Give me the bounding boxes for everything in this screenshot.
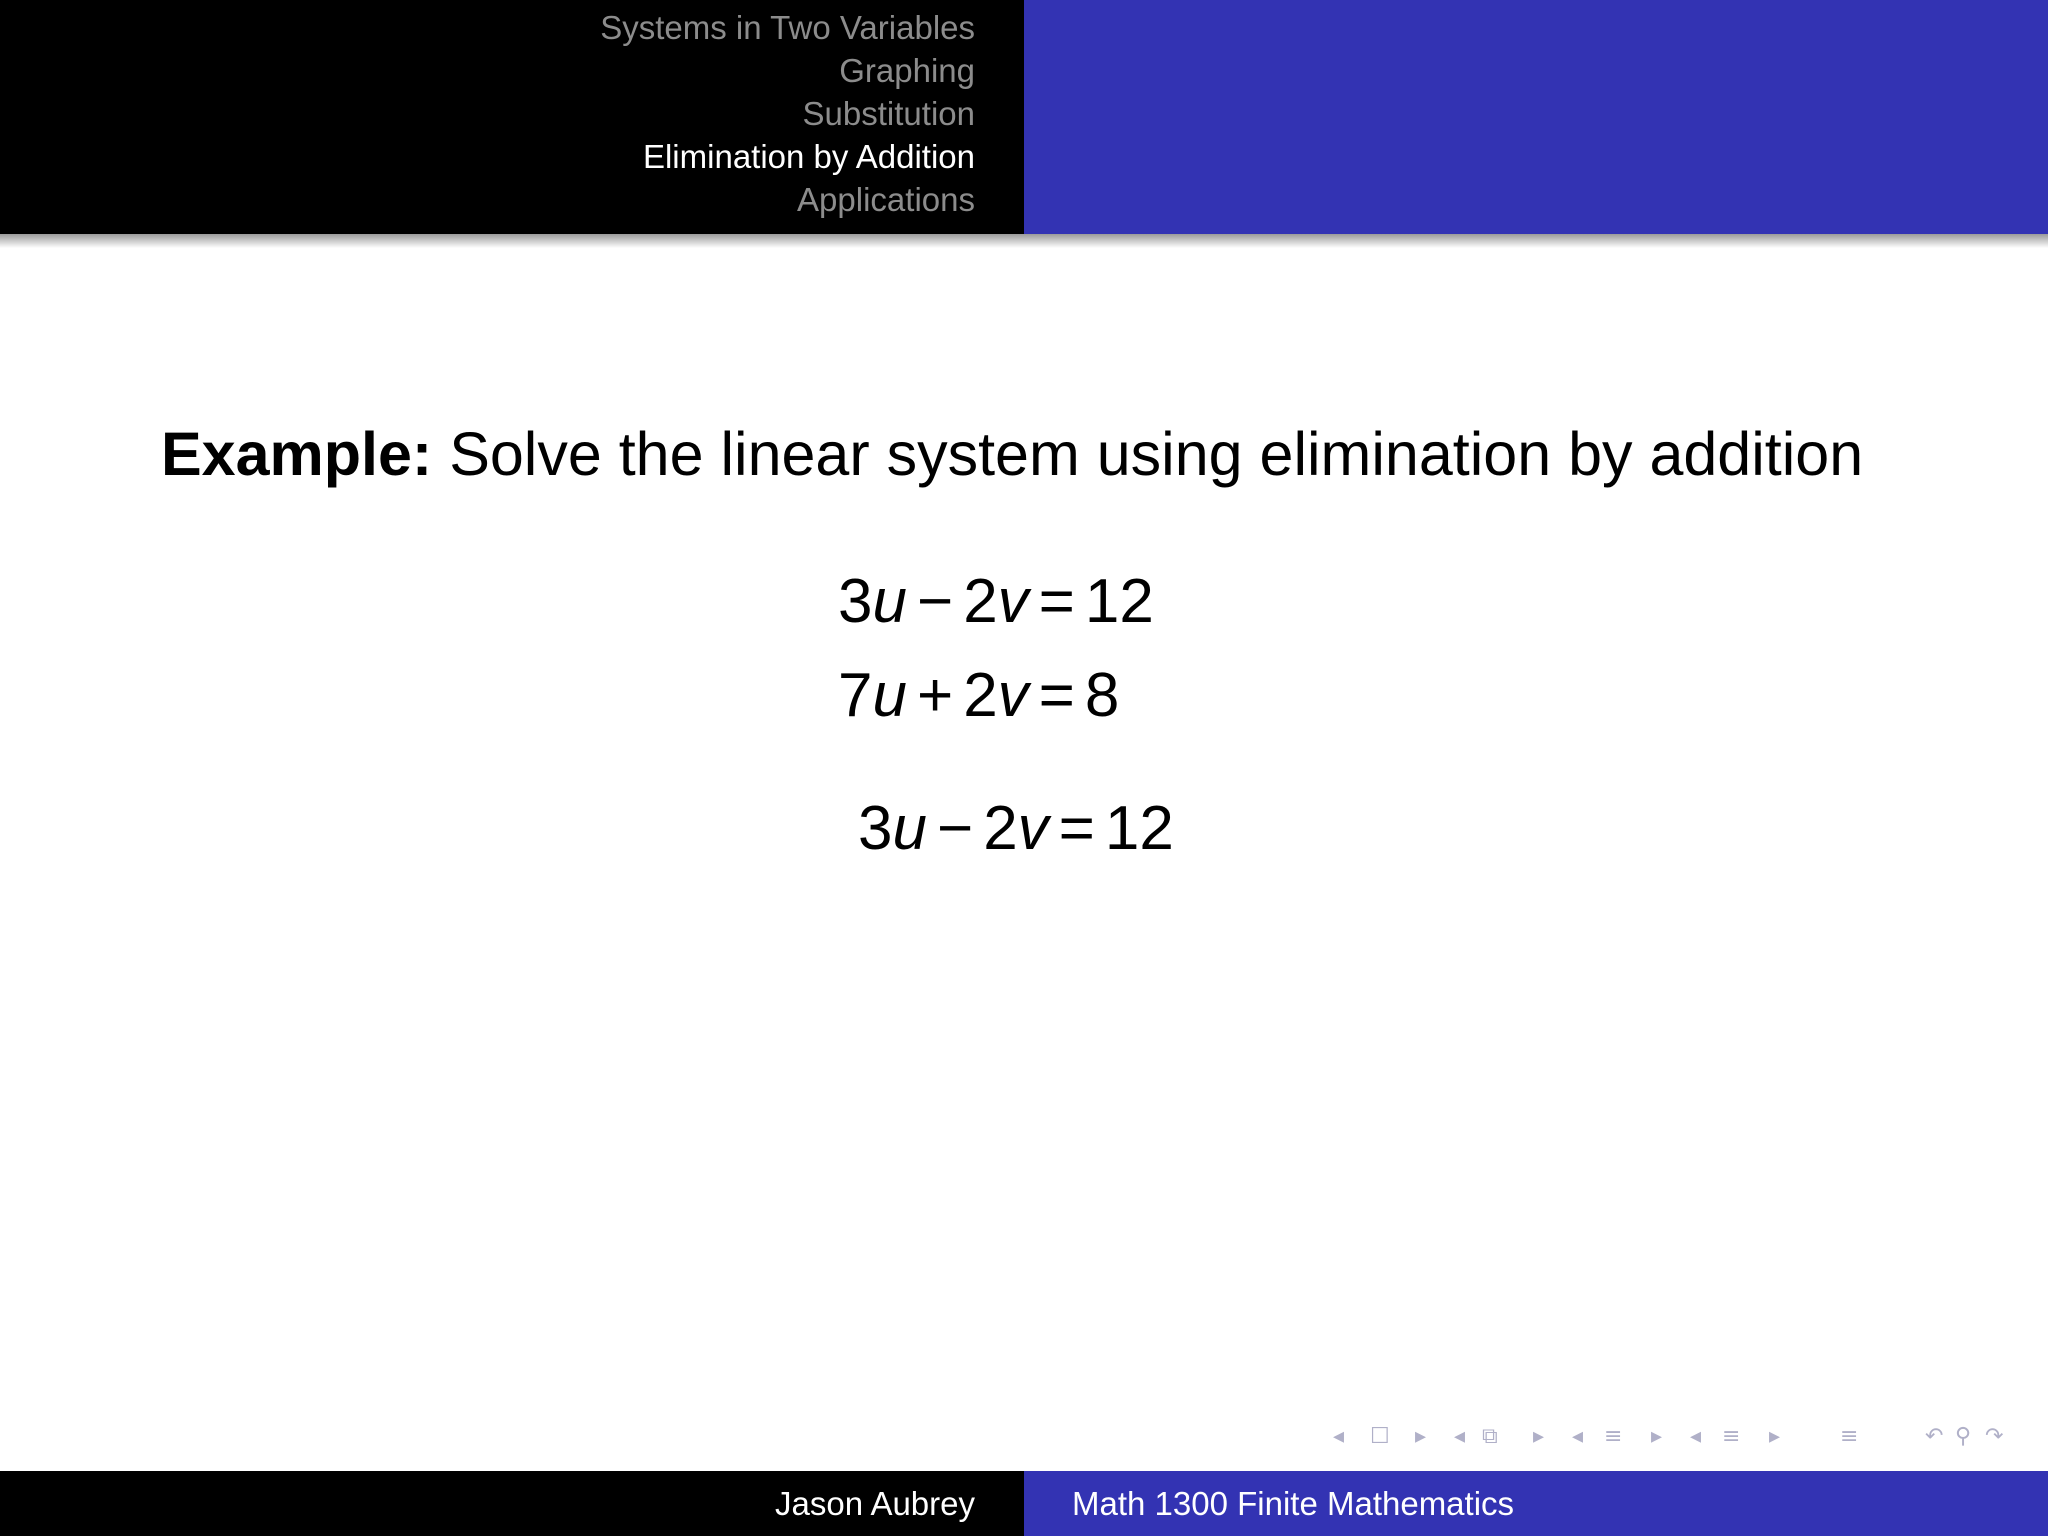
work-var-v: v (1017, 794, 1049, 863)
header-bar (0, 0, 2048, 234)
example-text: Solve the linear system using elimination by addition (449, 420, 1864, 488)
beamer-navigation-symbols (1330, 1424, 2030, 1458)
nav-item-substitution[interactable]: Substitution (802, 95, 975, 132)
eq2-var-u: u (872, 661, 907, 730)
eq2-coef-u: 7 (838, 661, 873, 730)
section-navigation (600, 6, 975, 221)
section-icon[interactable]: ≡ (1604, 1424, 1623, 1449)
document-prev-icon[interactable]: ◂ (1690, 1424, 1702, 1449)
work-equation (858, 782, 1174, 876)
eq2-rhs: 8 (1084, 661, 1120, 730)
subsection-prev-icon[interactable]: ◂ (1454, 1424, 1466, 1449)
example-statement (161, 418, 1863, 490)
toc-icon[interactable]: ≡ (1840, 1424, 1859, 1449)
footer-bar (0, 1471, 2048, 1536)
frame-prev-icon[interactable]: ◂ (1333, 1424, 1345, 1449)
eq1-coef-u: 3 (838, 567, 873, 636)
work-rhs: 12 (1104, 794, 1174, 863)
equation-1 (838, 555, 1154, 649)
undo-icon[interactable]: ↶ (1925, 1424, 1944, 1449)
nav-item-graphing[interactable]: Graphing (839, 52, 975, 89)
nav-item-elimination-by-addition[interactable]: Elimination by Addition (642, 138, 975, 175)
redo-icon[interactable]: ↷ (1985, 1424, 2004, 1449)
example-label: Example: (161, 420, 433, 488)
subsection-next-icon[interactable]: ▸ (1533, 1424, 1545, 1449)
footer-course-title: Math 1300 Finite Mathematics (1024, 1471, 2048, 1536)
section-next-icon[interactable]: ▸ (1651, 1424, 1663, 1449)
linear-system (838, 555, 1154, 743)
document-next-icon[interactable]: ▸ (1769, 1424, 1781, 1449)
work-equals: = (1058, 794, 1095, 863)
eq2-var-v: v (997, 661, 1029, 730)
work-coef-v: 2 (983, 794, 1018, 863)
document-icon[interactable]: ≡ (1722, 1424, 1741, 1449)
header-right-panel (1024, 0, 2048, 234)
header-shadow (0, 234, 2048, 248)
nav-item-applications[interactable]: Applications (797, 181, 975, 218)
eq1-operator: − (916, 567, 954, 636)
subsection-icon[interactable]: ⧉ (1482, 1424, 1498, 1449)
nav-item-systems-in-two-variables[interactable]: Systems in Two Variables (600, 9, 975, 46)
work-operator: − (936, 794, 974, 863)
section-prev-icon[interactable]: ◂ (1572, 1424, 1584, 1449)
eq1-var-u: u (872, 567, 907, 636)
footer-author: Jason Aubrey (0, 1471, 1024, 1536)
eq2-coef-v: 2 (963, 661, 998, 730)
eq1-var-v: v (997, 567, 1029, 636)
eq1-coef-v: 2 (963, 567, 998, 636)
work-coef-u: 3 (858, 794, 893, 863)
eq2-equals: = (1038, 661, 1075, 730)
frame-next-icon[interactable]: ▸ (1415, 1424, 1427, 1449)
header-left-panel (0, 0, 1024, 234)
eq1-rhs: 12 (1084, 567, 1154, 636)
eq2-operator: + (916, 661, 954, 730)
equation-2 (838, 649, 1154, 743)
search-icon[interactable]: ⚲ (1955, 1424, 1972, 1449)
eq1-equals: = (1038, 567, 1075, 636)
frame-icon[interactable]: ☐ (1370, 1424, 1390, 1449)
work-var-u: u (892, 794, 927, 863)
